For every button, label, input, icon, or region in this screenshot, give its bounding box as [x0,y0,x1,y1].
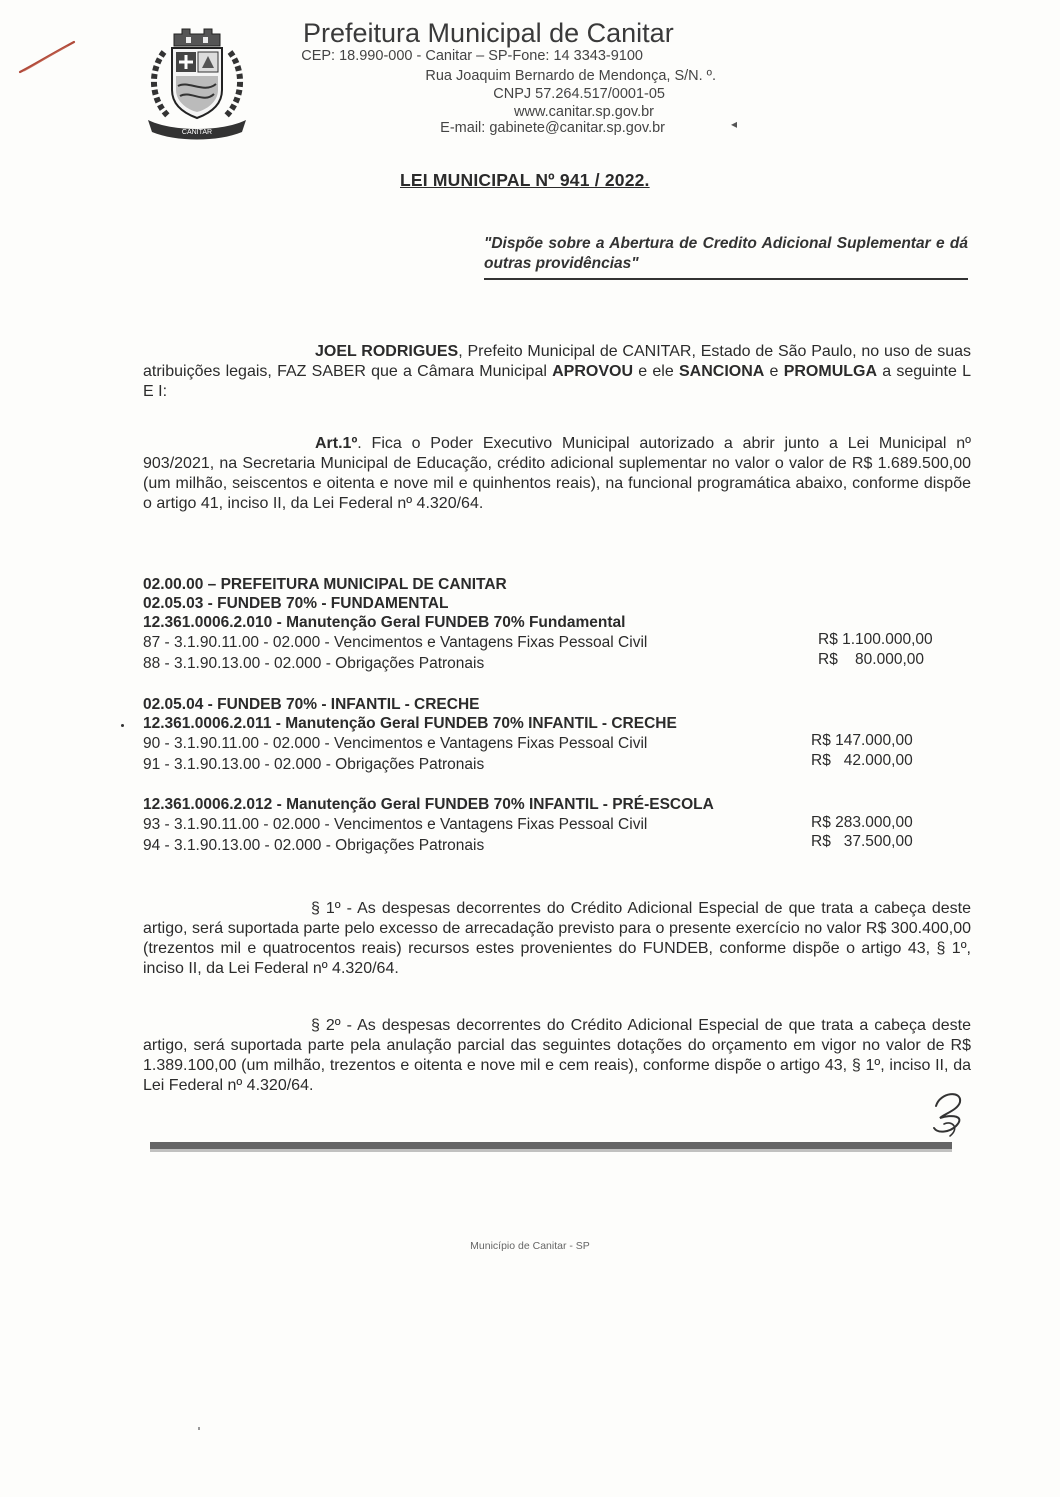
budget-program-2011: 12.361.0006.2.011 - Manutenção Geral FUNDEB 70% INFANTIL - CRECHE [143,715,677,732]
municipal-crest-icon [142,24,252,140]
budget-amount-93: R$ 283.000,00 [811,814,913,831]
pen-mark [18,38,78,78]
budget-item-88: 88 - 3.1.90.13.00 - 02.000 - Obrigações Patronais [143,655,485,672]
budget-org: 02.00.00 – PREFEITURA MUNICIPAL DE CANITAR [143,576,507,593]
enacting-paragraph: JOEL RODRIGUES, Prefeito Municipal de CANITAR, Estado de São Paulo, no uso de suas atribuições legais, FAZ SABER que a Câmara Municipal APROVOU e ele SANCIONA e PROMULGA a seguinte L E I: [143,343,972,400]
paragraph-2-label: § 2º [311,1017,341,1034]
budget-item-87: 87 - 3.1.90.11.00 - 02.000 - Vencimentos e Vantagens Fixas Pessoal Civil [143,634,648,651]
budget-program-2010: 12.361.0006.2.010 - Manutenção Geral FUNDEB 70% Fundamental [143,614,626,631]
budget-amount-91: R$ 42.000,00 [811,752,913,769]
paragraph-2-text: - As despesas decorrentes do Crédito Adicional Especial de que trata a cabeça deste artigo, será suportada parte pela anulação parcial das seguintes dotações do orçamento em vigor no valor de R$ 1.389.100,00 (um milhão, trezentos e oitenta e nove mil e cem reais), conforme dispõe o artigo 43, § 1º, inciso II, da Lei Federal nº 4.320/64. [143,1017,971,1094]
signature-initials [926,1088,974,1140]
address-cep-phone: CEP: 18.990-000 - Canitar – SP-Fone: 14 3343-9100 [301,48,643,64]
paragraph-2 [143,1016,971,1096]
crest-ribbon-text: CANITAR [181,129,213,136]
budget-program-2012: 12.361.0006.2.012 - Manutenção Geral FUNDEB 70% INFANTIL - PRÉ-ESCOLA [143,796,714,813]
article-1-text: . Fica o Poder Executivo Municipal autorizado a abrir junto a Lei Municipal nº 903/2021, na Secretaria Municipal de Educação, crédito adicional suplementar no valor o valor de R$ 1.689.500,00 (um milhão, seiscentos e oitenta e nove mil e quinhentos reais), na funcional programática abaixo, conforme dispõe o artigo 41, inciso II, da Lei Federal nº 4.320/64. [143,435,971,512]
budget-amount-94: R$ 37.500,00 [811,833,913,850]
cnpj: CNPJ 57.264.517/0001-05 [493,86,665,102]
website: www.canitar.sp.gov.br [514,104,654,120]
header-dot-icon: ◂ [731,117,738,131]
law-title: LEI MUNICIPAL Nº 941 / 2022. [400,170,650,190]
footer-rule [150,1142,952,1149]
budget-amount-87: R$ 1.100.000,00 [818,631,933,648]
scan-speck-2 [198,1427,200,1430]
paragraph-1-text: - As despesas decorrentes do Crédito Adicional Especial de que trata a cabeça deste artigo, será suportada parte pelo excesso de arrecadação previsto para o presente exercício no valor R$ 300.400,00 (trezentos mil e quatrocentos reais) recursos estes provenientes do FUNDEB, conforme dispõe o artigo 43, § 1º, inciso II, da Lei Federal nº 4.320/64. [143,900,971,977]
paragraph-1 [143,899,971,979]
law-ementa: "Dispõe sobre a Abertura de Credito Adicional Suplementar e dá outras providências" [484,235,968,272]
mayor-name: JOEL RODRIGUES [315,343,459,360]
budget-unit-fundamental: 02.05.03 - FUNDEB 70% - FUNDAMENTAL [143,595,449,612]
article-1 [143,434,971,514]
article-1-label: Art.1º [315,435,358,452]
budget-item-94: 94 - 3.1.90.13.00 - 02.000 - Obrigações Patronais [143,837,485,854]
email: E-mail: gabinete@canitar.sp.gov.br [440,120,665,136]
scan-speck [121,724,124,727]
budget-amount-88: R$ 80.000,00 [818,651,924,668]
footer-rule-shadow [150,1149,952,1152]
budget-item-93: 93 - 3.1.90.11.00 - 02.000 - Vencimentos e Vantagens Fixas Pessoal Civil [143,816,648,833]
budget-amount-90: R$ 147.000,00 [811,732,913,749]
budget-item-90: 90 - 3.1.90.11.00 - 02.000 - Vencimentos e Vantagens Fixas Pessoal Civil [143,735,648,752]
budget-item-91: 91 - 3.1.90.13.00 - 02.000 - Obrigações Patronais [143,756,485,773]
ementa-underline [484,278,968,280]
paragraph-1-label: § 1º [311,900,341,917]
address-street: Rua Joaquim Bernardo de Mendonça, S/N. º. [425,68,716,84]
page-footer: Município de Canitar - SP [470,1240,590,1252]
budget-unit-creche: 02.05.04 - FUNDEB 70% - INFANTIL - CRECHE [143,696,480,713]
org-name: Prefeitura Municipal de Canitar [303,18,674,48]
